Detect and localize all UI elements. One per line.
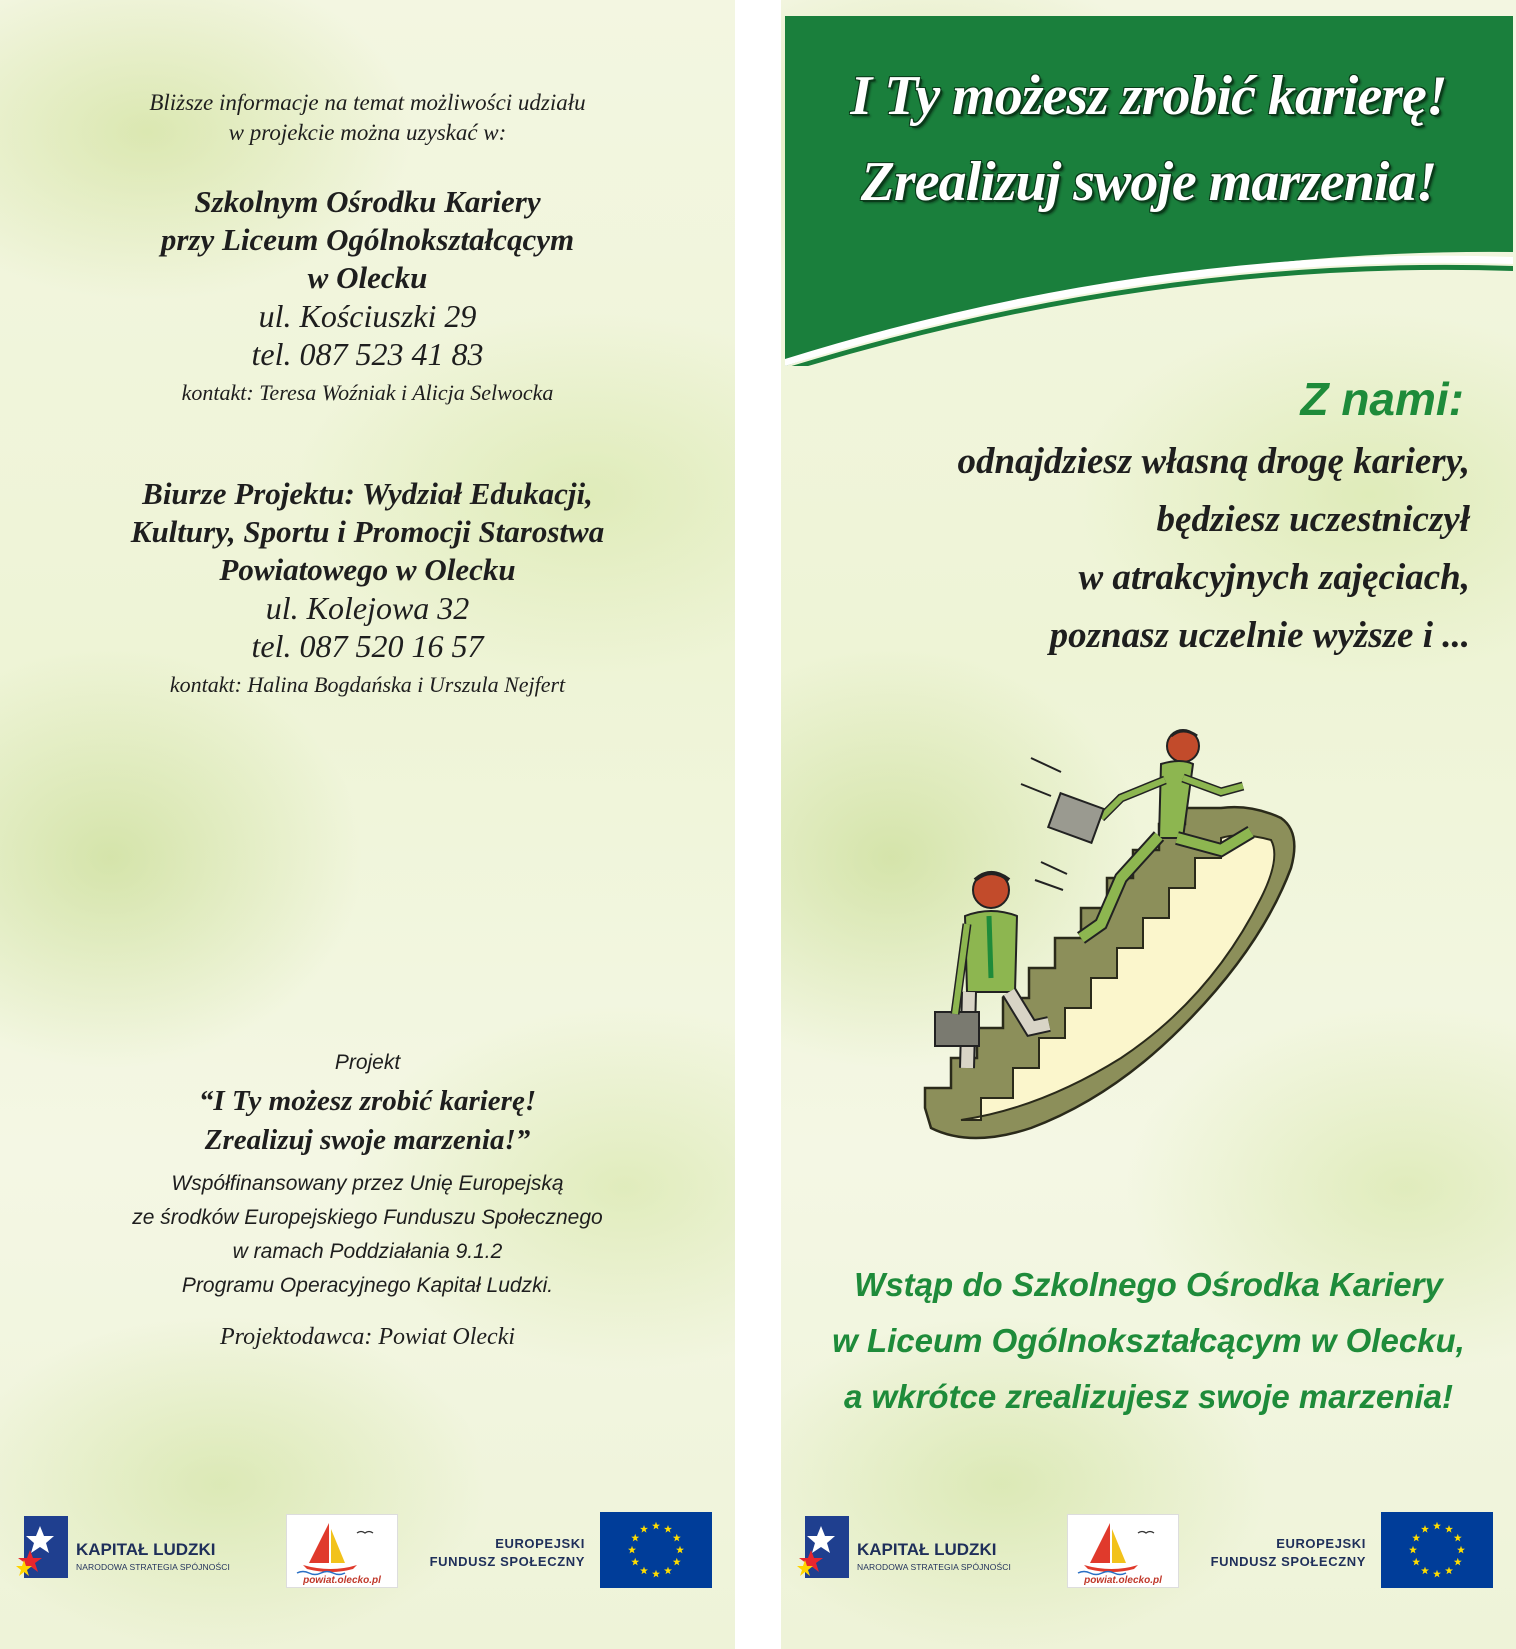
efs-line-2: FUNDUSZ SPOŁECZNY — [429, 1554, 585, 1569]
with-us-heading: Z nami: — [1300, 373, 1464, 425]
office1-name-2: przy Liceum Ogólnokształcącym — [160, 222, 575, 257]
eu-star — [1412, 1558, 1420, 1566]
kapital-ludzki-subtitle: NARODOWA STRATEGIA SPÓJNOŚCI — [76, 1562, 230, 1572]
logo-row-left — [0, 1510, 735, 1590]
cta-line-2: w Liceum Ogólnokształcącym w Olecku, — [832, 1322, 1465, 1359]
eu-star — [628, 1546, 636, 1554]
efs-line-2: FUNDUSZ SPOŁECZNY — [1210, 1554, 1366, 1569]
eu-star — [1421, 1567, 1429, 1575]
office1-street: ul. Kościuszki 29 — [258, 298, 477, 334]
powiat-url: powiat.olecko.pl — [1084, 1575, 1162, 1586]
office2-street: ul. Kolejowa 32 — [265, 590, 470, 626]
kapital-ludzki-title: KAPITAŁ LUDZKI — [76, 1540, 216, 1559]
eu-star — [652, 1570, 660, 1578]
eu-star — [640, 1567, 648, 1575]
eu-star — [631, 1534, 639, 1542]
eu-star — [1454, 1558, 1462, 1566]
funding-line-4: Programu Operacyjnego Kapitał Ludzki. — [181, 1274, 554, 1297]
benefit-4: poznasz uczelnie wyższe i ... — [1049, 615, 1470, 656]
left-panel — [0, 0, 735, 1649]
eu-star — [676, 1546, 684, 1554]
eu-star — [1409, 1546, 1417, 1554]
powiat-olecko-logo — [286, 1514, 398, 1588]
eu-star — [1445, 1525, 1453, 1533]
funding-line-1: Współfinansowany przez Unię Europejską — [171, 1172, 564, 1195]
cta-line-3: a wkrótce zrealizujesz swoje marzenia! — [844, 1378, 1453, 1415]
eu-star — [652, 1522, 660, 1530]
benefit-3: w atrakcyjnych zajęciach, — [1078, 557, 1470, 598]
career-stairs-illustration — [921, 728, 1361, 1168]
powiat-olecko-logo — [1067, 1514, 1179, 1588]
kapital-ludzki-title: KAPITAŁ LUDZKI — [857, 1540, 997, 1559]
eu-star — [1445, 1567, 1453, 1575]
intro-line-1: Bliższe informacje na temat możliwości udziału — [149, 90, 586, 115]
project-title-1: “I Ty możesz zrobić karierę! — [198, 1085, 537, 1117]
eu-flag-icon — [1381, 1512, 1493, 1588]
sailboat-icon — [1068, 1515, 1178, 1587]
benefit-1: odnajdziesz własną drogę kariery, — [957, 441, 1470, 482]
office1-name-1: Szkolnym Ośrodku Kariery — [194, 184, 541, 219]
office1-contact: kontakt: Teresa Woźniak i Alicja Selwocka — [181, 380, 554, 405]
project-title-2: Zrealizuj swoje marzenia!” — [204, 1124, 531, 1156]
eu-flag-icon — [600, 1512, 712, 1588]
office2-name-2: Kultury, Sportu i Promocji Starostwa — [130, 514, 605, 549]
eu-star — [673, 1558, 681, 1566]
funding-line-3: w ramach Poddziałania 9.1.2 — [232, 1240, 503, 1263]
office1-name-3: w Olecku — [307, 260, 428, 295]
logo-row-right — [781, 1510, 1516, 1590]
eu-star — [664, 1525, 672, 1533]
banner-title-1: I Ty możesz zrobić karierę! — [850, 65, 1447, 127]
eu-star — [640, 1525, 648, 1533]
kapital-ludzki-logo-icon — [797, 1516, 849, 1578]
kapital-ludzki-logo-icon — [16, 1516, 68, 1578]
right-panel — [781, 0, 1516, 1649]
banner-title-2: Zrealizuj swoje marzenia! — [860, 151, 1437, 213]
office1-phone: tel. 087 523 41 83 — [251, 336, 484, 372]
intro-line-2: w projekcie można uzyskać w: — [228, 120, 507, 145]
eu-star — [1421, 1525, 1429, 1533]
eu-star — [673, 1534, 681, 1542]
eu-star — [1412, 1534, 1420, 1542]
office2-name-1: Biurze Projektu: Wydział Edukacji, — [142, 476, 593, 511]
funding-line-2: ze środków Europejskiego Funduszu Społecznego — [132, 1206, 603, 1229]
cta-line-1: Wstąp do Szkolnego Ośrodka Kariery — [854, 1266, 1443, 1303]
eu-star — [1433, 1522, 1441, 1530]
eu-star — [631, 1558, 639, 1566]
project-promoter: Projektodawca: Powiat Olecki — [219, 1324, 516, 1350]
eu-star — [1433, 1570, 1441, 1578]
efs-line-1: EUROPEJSKI — [495, 1536, 585, 1551]
kapital-ludzki-subtitle: NARODOWA STRATEGIA SPÓJNOŚCI — [857, 1562, 1011, 1572]
office2-name-3: Powiatowego w Olecku — [219, 552, 516, 587]
powiat-url: powiat.olecko.pl — [303, 1575, 381, 1586]
eu-star — [1454, 1534, 1462, 1542]
office2-contact: kontakt: Halina Bogdańska i Urszula Nejfert — [169, 672, 566, 697]
sailboat-icon — [287, 1515, 397, 1587]
project-label: Projekt — [334, 1051, 401, 1074]
efs-line-1: EUROPEJSKI — [1276, 1536, 1366, 1551]
eu-star — [1457, 1546, 1465, 1554]
eu-star — [664, 1567, 672, 1575]
benefit-2: będziesz uczestniczył — [1156, 499, 1470, 540]
office2-phone: tel. 087 520 16 57 — [251, 628, 484, 664]
